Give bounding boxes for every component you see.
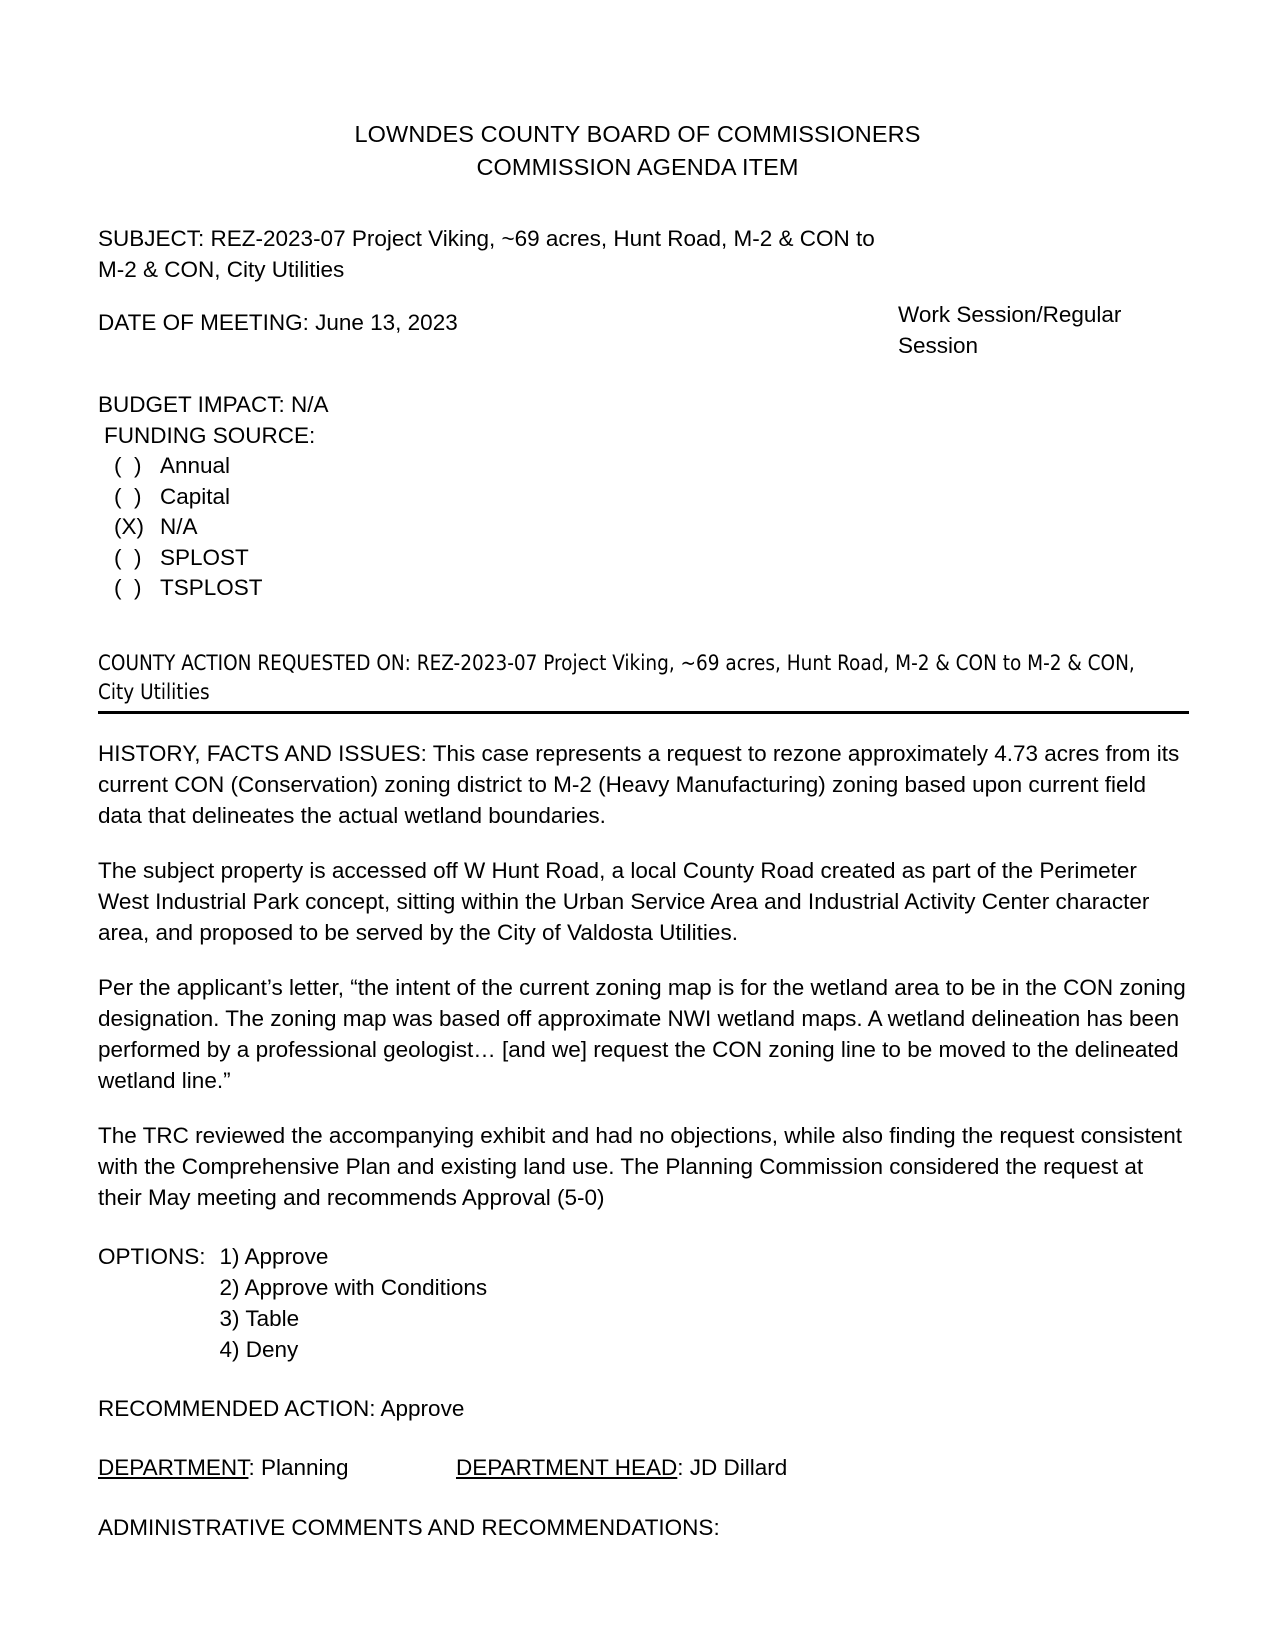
checkbox-marker: ( ) (114, 544, 142, 570)
department-value: : Planning (248, 1454, 349, 1480)
session-type-note: Work Session/Regular Session (898, 302, 1122, 358)
department-head-label: DEPARTMENT HEAD (456, 1454, 678, 1480)
funding-source-label: FUNDING SOURCE: (104, 423, 316, 448)
paragraph-applicant-letter: Per the applicant’s letter, “the intent of the current zoning map is for the wetland area to be in the CON zoning designation. The zoning map was based off approximate NWI wetland maps. A wetland delineation has been performed by a professional geologist… [and we] request the CON zoning line to be moved to the delineated wetland line.” (98, 974, 1186, 1093)
checkbox-marker: ( ) (114, 453, 142, 478)
options-section (98, 1241, 1189, 1365)
option-item[interactable]: 2) Approve with Conditions (219, 1274, 488, 1300)
funding-option-label: SPLOST (160, 544, 249, 570)
funding-option-na[interactable] (114, 512, 1189, 543)
document-title (0, 0, 1275, 184)
paragraph-subject-property: The subject property is accessed off W Hunt Road, a local County Road created as part of the Perimeter West Industrial Park concept, sitting within the Urban Service Area and Industrial Activity Center character area, and proposed to be served by the City of Valdosta Utilities. (98, 857, 1150, 945)
funding-option-annual[interactable] (114, 451, 1189, 482)
option-item[interactable]: 1) Approve (219, 1243, 329, 1269)
recommended-action-field: RECOMMENDED ACTION: Approve (98, 1395, 465, 1421)
date-of-meeting-field: DATE OF MEETING: June 13, 2023 (98, 310, 458, 335)
checkbox-marker: ( ) (114, 575, 142, 600)
meeting-row (98, 302, 1189, 369)
funding-option-tsplost[interactable] (114, 573, 1189, 604)
funding-option-label: N/A (160, 514, 198, 539)
department-label: DEPARTMENT (98, 1454, 249, 1480)
subject-field: SUBJECT: REZ-2023-07 Project Viking, ~69 acres, Hunt Road, M-2 & CON to M-2 & CON, City Utilities (98, 226, 875, 282)
department-field (98, 1452, 349, 1483)
option-item[interactable]: 4) Deny (219, 1336, 299, 1362)
checkbox-marker: ( ) (114, 483, 142, 509)
options-list (220, 1241, 1189, 1365)
department-head-field (456, 1452, 787, 1483)
document-body (98, 223, 1189, 1543)
funding-source-options (98, 451, 1189, 604)
options-label: OPTIONS: (98, 1243, 206, 1269)
department-row (98, 1452, 1189, 1483)
paragraph-history-facts-issues: HISTORY, FACTS AND ISSUES: This case represents a request to rezone approximately 4.73 acres from its current CON (Conservation) zoning district to M-2 (Heavy Manufacturing) zoning based upon current field data that delineates the actual wetland boundaries. (98, 740, 1180, 828)
option-item[interactable]: 3) Table (219, 1305, 300, 1331)
document-title-line-1: LOWNDES COUNTY BOARD OF COMMISSIONERS (354, 121, 921, 147)
department-head-value: : JD Dillard (677, 1454, 788, 1480)
section-divider (98, 711, 1189, 714)
funding-option-label: Annual (160, 453, 231, 478)
paragraph-trc-review: The TRC reviewed the accompanying exhibit and had no objections, while also finding the request consistent with the Comprehensive Plan and existing land use. The Planning Commission considered the request at their May meeting and recommends Approval (5-0) (98, 1122, 1182, 1210)
funding-option-capital[interactable] (114, 482, 1189, 513)
funding-option-label: TSPLOST (160, 575, 263, 600)
document-title-line-2: COMMISSION AGENDA ITEM (476, 154, 799, 180)
funding-option-label: Capital (160, 483, 231, 509)
funding-option-splost[interactable] (114, 543, 1189, 574)
county-action-requested: COUNTY ACTION REQUESTED ON: REZ-2023-07 Project Viking, ~69 acres, Hunt Road, M-2 & CON to M-2 & CON, City Utilities (98, 650, 1135, 705)
administrative-comments-label: ADMINISTRATIVE COMMENTS AND RECOMMENDATIONS: (98, 1514, 720, 1540)
checkbox-marker-checked: (X) (114, 514, 144, 539)
budget-impact-field: BUDGET IMPACT: N/A (98, 392, 329, 417)
